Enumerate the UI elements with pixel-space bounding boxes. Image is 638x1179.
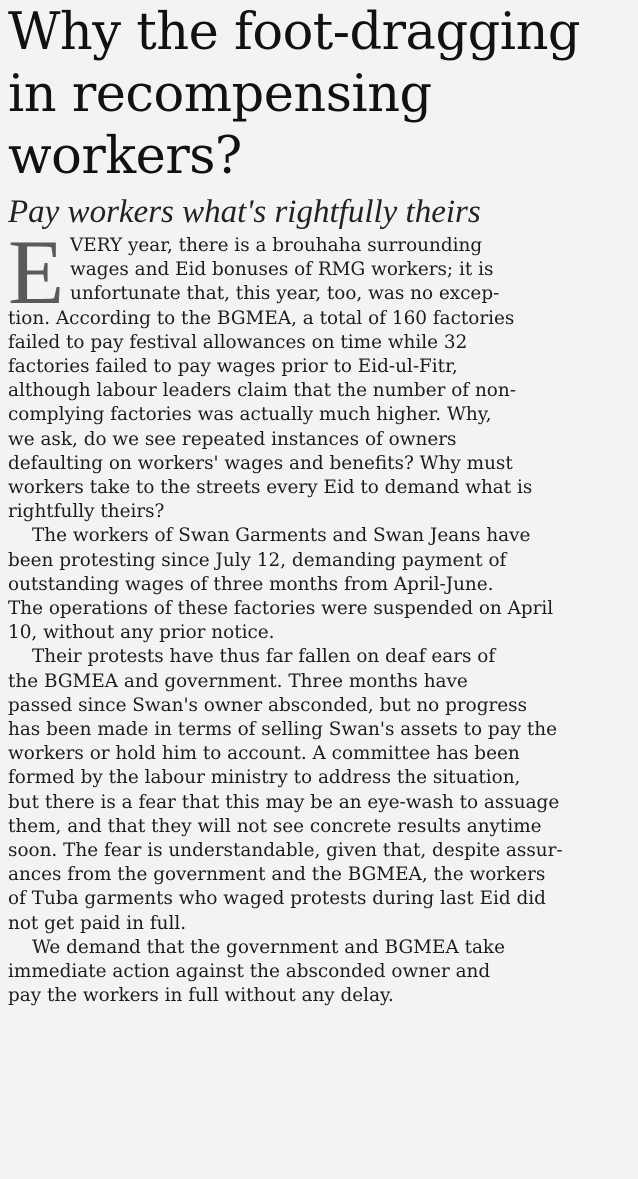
headline-line: workers?	[8, 127, 242, 186]
text-line: outstanding wages of three months from April-June.	[8, 573, 494, 595]
paragraph-3	[8, 645, 626, 935]
article-body	[8, 221, 626, 1009]
text-line: 10, without any prior notice.	[8, 622, 275, 644]
text-line: formed by the labour ministry to address the situation,	[8, 767, 521, 789]
text-line: although labour leaders claim that the number of non-	[8, 380, 516, 402]
drop-cap: E	[8, 221, 65, 323]
text-line: pay the workers in full without any delay.	[8, 985, 394, 1007]
text-line: The workers of Swan Garments and Swan Jeans have	[32, 525, 531, 547]
text-line: wages and Eid bonuses of RMG workers; it is	[70, 259, 494, 281]
text-line: been protesting since July 12, demanding payment of	[8, 549, 507, 571]
text-line: workers take to the streets every Eid to demand what is	[8, 477, 533, 499]
text-line: immediate action against the absconded owner and	[8, 961, 491, 983]
text-line: not get paid in full.	[8, 912, 187, 934]
subheadline: Pay workers what's rightfully theirs	[8, 194, 481, 230]
text-line: We demand that the government and BGMEA take	[32, 936, 505, 958]
text-line: failed to pay festival allowances on time while 32	[8, 331, 468, 353]
text-line: unfortunate that, this year, too, was no excep-	[70, 283, 500, 305]
text-line: them, and that they will not see concrete results anytime	[8, 815, 542, 837]
text-line: Their protests have thus far fallen on deaf ears of	[32, 646, 496, 668]
headline	[8, 0, 626, 188]
text-line: ances from the government and the BGMEA, the workers	[8, 864, 546, 886]
text-line: we ask, do we see repeated instances of owners	[8, 428, 457, 450]
headline-line: Why the foot-dragging	[8, 3, 581, 62]
text-line: but there is a fear that this may be an eye-wash to assuage	[8, 791, 560, 813]
text-line: of Tuba garments who waged protests during last Eid did	[8, 888, 546, 910]
text-line: has been made in terms of selling Swan's assets to pay the	[8, 719, 558, 741]
paragraph-1	[8, 221, 626, 524]
text-line: soon. The fear is understandable, given that, despite assur-	[8, 840, 563, 862]
text-line: passed since Swan's owner absconded, but no progress	[8, 694, 528, 716]
paragraph-4	[8, 936, 626, 1009]
text-line: workers or hold him to account. A committee has been	[8, 743, 520, 765]
text-line: The operations of these factories were suspended on April	[8, 598, 554, 620]
headline-line: in recompensing	[8, 65, 432, 124]
text-line: tion. According to the BGMEA, a total of 160 factories	[8, 307, 515, 329]
text-line: defaulting on workers' wages and benefits? Why must	[8, 452, 513, 474]
text-line: rightfully theirs?	[8, 501, 165, 523]
text-line: the BGMEA and government. Three months have	[8, 670, 468, 692]
text-line: complying factories was actually much higher. Why,	[8, 404, 492, 426]
paragraph-2	[8, 524, 626, 645]
text-line: VERY year, there is a brouhaha surrounding	[70, 235, 483, 256]
text-line: factories failed to pay wages prior to Eid-ul-Fitr,	[8, 356, 458, 378]
